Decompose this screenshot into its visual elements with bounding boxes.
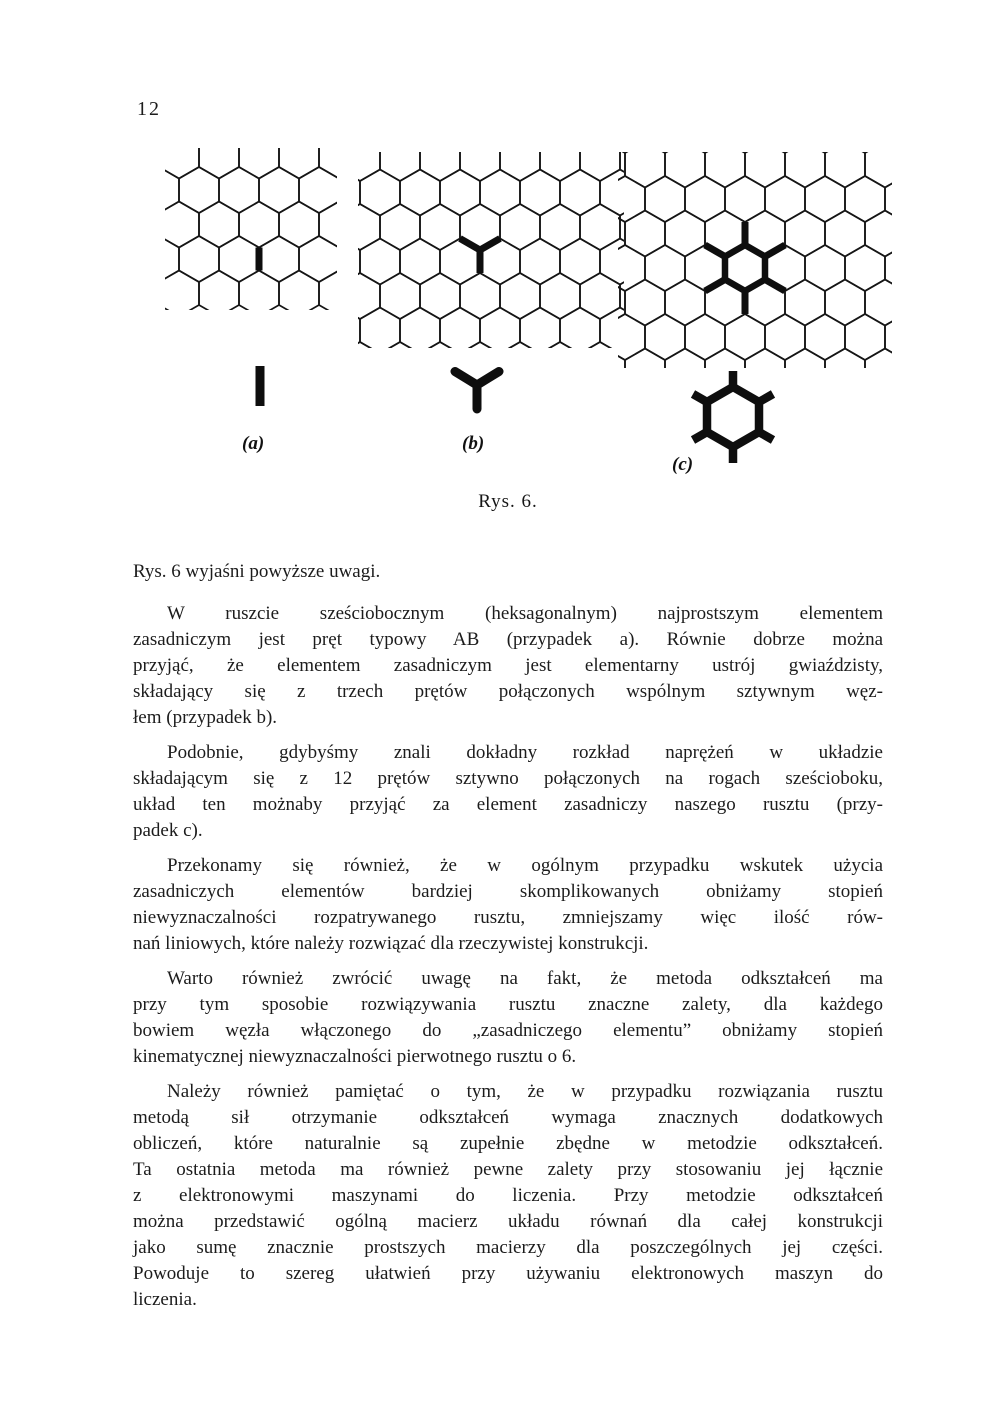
paragraph	[133, 740, 883, 844]
text-line: metodą sił otrzymanie odkształceń wymaga znacznych dodatkowych	[133, 1107, 883, 1128]
text-line: niewyznaczalności rozpatrywanego rusztu, zmniejszamy więc ilość rów-	[133, 907, 883, 928]
text-line: zasadniczym jest pręt typowy AB (przypadek a). Równie dobrze można	[133, 629, 883, 650]
text-line: padek c).	[133, 820, 203, 841]
single-rod-element	[252, 360, 268, 410]
text-line: z elektronowymi maszynami do liczenia. Przy metodzie odkształceń	[133, 1185, 883, 1206]
text-line: Przekonamy się również, że w ogólnym przypadku wskutek użycia	[167, 855, 883, 876]
paragraph	[133, 601, 883, 731]
text-line: Podobnie, gdybyśmy znali dokładny rozkład naprężeń w układzie	[167, 742, 883, 763]
hexagon-element	[685, 363, 781, 473]
text-line: łem (przypadek b).	[133, 707, 278, 728]
text-line: można przedstawić ogólną macierz układu równań dla całej konstrukcji	[133, 1211, 883, 1232]
paragraph	[133, 966, 883, 1070]
text-line: Należy również pamiętać o tym, że w przypadku rozwiązania rusztu	[167, 1081, 883, 1102]
text-line: Powoduje to szereg ułatwień przy używaniu elektronowych maszyn do	[133, 1263, 883, 1284]
text-line: Warto również zwrócić uwagę na fakt, że metoda odkształceń ma	[167, 968, 883, 989]
text-line: nań liniowych, które należy rozwiązać dla rzeczywistej konstrukcji.	[133, 933, 649, 954]
figure-label-a: (a)	[242, 433, 265, 454]
text-line: kinematycznej niewyznaczalności pierwotnego rusztu o 6.	[133, 1046, 577, 1067]
text-line: składającym się z 12 prętów sztywno połączonych na rogach sześcioboku,	[133, 768, 883, 789]
text-line: składający się z trzech prętów połączonych wspólnym sztywnym węz-	[133, 681, 883, 702]
intro-line: Rys. 6 wyjaśni powyższe uwagi.	[133, 561, 381, 582]
text-line: zasadniczych elementów bardziej skomplikowanych obniżamy stopień	[133, 881, 883, 902]
figure-label-c: (c)	[672, 454, 694, 475]
text-line: przy tym sposobie rozwiązywania rusztu znaczne zalety, dla każdego	[133, 994, 883, 1015]
honeycomb-grid-c	[618, 152, 892, 368]
figure-caption: Rys. 6.	[478, 491, 538, 512]
page-number: 12	[137, 98, 161, 120]
body-text	[133, 559, 883, 1313]
text-line: bowiem węzła włączonego do „zasadniczego elementu” obniżamy stopień	[133, 1020, 883, 1041]
text-line: liczenia.	[133, 1289, 197, 1310]
text-line: układ ten możnaby przyjąć za element zasadniczy naszego rusztu (przy-	[133, 794, 883, 815]
text-line: Ta ostatnia metoda ma również pewne zalety przy stosowaniu jej łącznie	[133, 1159, 883, 1180]
text-line: jako sumę znacznie prostszych macierzy dla poszczególnych jej części.	[133, 1237, 883, 1258]
text-line: W ruszcie sześciobocznym (heksagonalnym) najprostszym elementem	[167, 603, 883, 624]
paragraph	[133, 853, 883, 957]
text-line: przyjąć, że elementem zasadniczym jest elementarny ustrój gwiaździsty,	[133, 655, 883, 676]
three-rod-star-element	[447, 355, 511, 415]
honeycomb-grid-a	[165, 148, 337, 310]
figure-label-b: (b)	[462, 433, 485, 454]
honeycomb-grid-b	[358, 152, 624, 348]
text-line: obliczeń, które naturalnie są zupełnie zbędne w metodzie odkształceń.	[133, 1133, 883, 1154]
paragraph	[133, 1079, 883, 1313]
